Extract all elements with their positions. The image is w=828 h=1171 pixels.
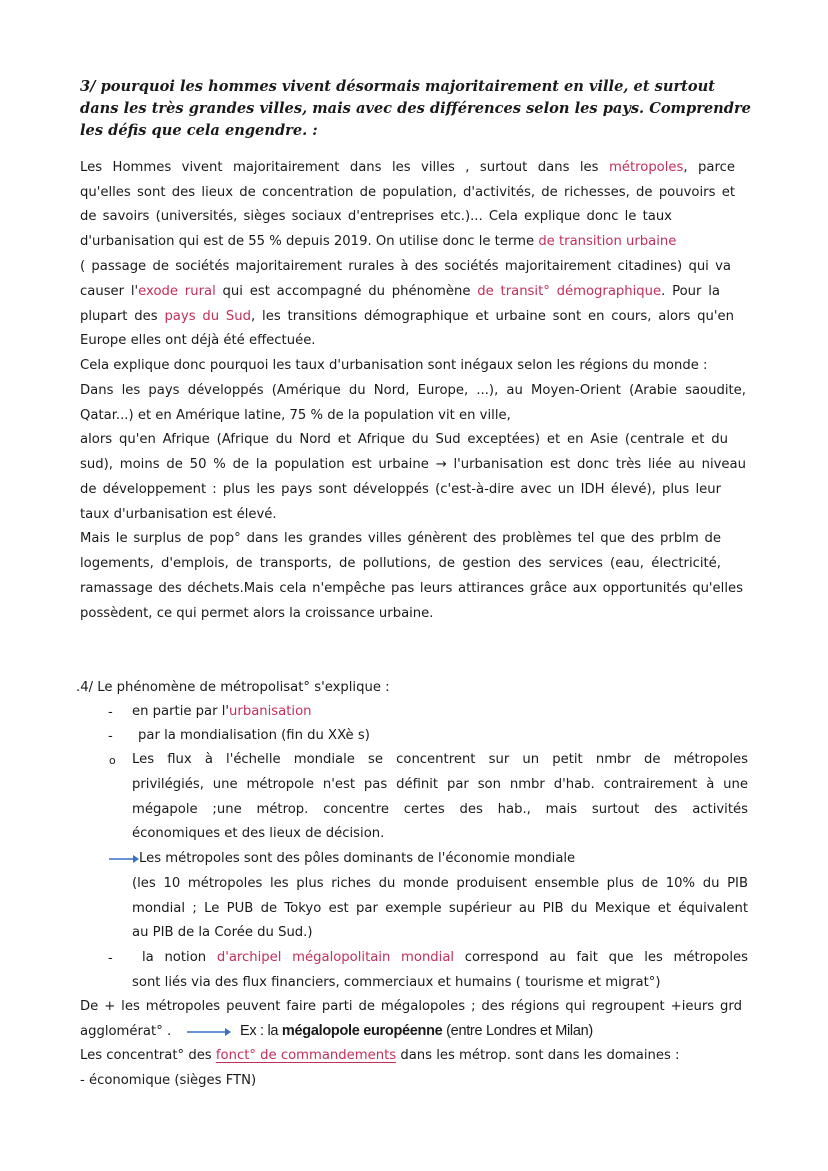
highlight-term: urbanisation (229, 704, 312, 719)
text-line: économiques et des lieux de décision. (132, 826, 385, 841)
text-line: Mais le surplus de pop° dans les grandes villes génèrent des problèmes tel que des prblm de (80, 531, 721, 546)
text-line: Qatar...) et en Amérique latine, 75 % de la population vit en ville, (80, 408, 511, 423)
text-line: mégapole ;une métrop. concentre certes des hab., mais surtout des activités (132, 802, 748, 817)
arrow-right-icon (108, 852, 140, 866)
circle-bullet: o (109, 754, 116, 767)
section-3-heading: 3/ pourquoi les hommes vivent désormais majoritairement en ville, et surtout dans les très grandes villes, mais avec des différences selon les pays. Comprendre les défis que cela engendre. : (80, 78, 751, 139)
text-line: Cela explique donc pourquoi les taux d'urbanisation sont inégaux selon les régions du monde : (80, 358, 708, 373)
text-line: sud), moins de 50 % de la population est urbaine → l'urbanisation est donc très liée au niveau (80, 457, 746, 472)
text-line: alors qu'en Afrique (Afrique du Nord et Afrique du Sud exceptées) et en Asie (centrale et du (80, 432, 728, 447)
text-line: Les Hommes vivent majoritairement dans les villes , surtout dans les métropoles, parce (80, 160, 735, 175)
text-line: mondial ; Le PUB de Tokyo est par exemple supérieur au PIB du Mexique et équivalent (132, 901, 748, 916)
highlight-term: d'archipel mégalopolitain mondial (216, 950, 455, 965)
text-line: taux d'urbanisation est élevé. (80, 507, 277, 522)
list-item: la notion d'archipel mégalopolitain mondial correspond au fait que les métropoles (142, 950, 748, 965)
dash-bullet: - (108, 951, 113, 966)
dash-bullet: - (108, 705, 113, 720)
text-line: au PIB de la Corée du Sud.) (132, 925, 313, 940)
text-line: Les métropoles sont des pôles dominants de l'économie mondiale (139, 851, 576, 866)
list-item: en partie par l'urbanisation (132, 704, 312, 719)
text-line: d'urbanisation qui est de 55 % depuis 2019. On utilise donc le terme de transition urbaine (80, 234, 677, 249)
text-line: plupart des pays du Sud, les transitions démographique et urbaine sont en cours, alors qu'en (80, 309, 734, 324)
text-line: sont liés via des flux financiers, commerciaux et humains ( tourisme et migrat°) (132, 975, 661, 990)
highlight-term: de transit° démographique (477, 284, 662, 299)
text-line: De + les métropoles peuvent faire parti de mégalopoles ; des régions qui regroupent +ieurs grd (80, 999, 742, 1014)
text-line: de développement : plus les pays sont développés (c'est-à-dire avec un IDH élevé), plus leur (80, 482, 721, 497)
text-line: possèdent, ce qui permet alors la croissance urbaine. (80, 606, 434, 621)
text-line: - économique (sièges FTN) (80, 1073, 257, 1088)
text-line: logements, d'emplois, de transports, de pollutions, de gestion des services (eau, électricité, (80, 556, 721, 571)
text-line: qu'elles sont des lieux de concentration de population, d'activités, de richesses, de pouvoirs et (80, 185, 735, 200)
text-line: Dans les pays développés (Amérique du Nord, Europe, ...), au Moyen-Orient (Arabie saoudite, (80, 383, 746, 398)
highlight-term: fonct° de commandements (215, 1048, 397, 1063)
text-line: causer l'exode rural qui est accompagné du phénomène de transit° démographique. Pour la (80, 284, 720, 299)
text-line: ramassage des déchets.Mais cela n'empêche pas leurs attirances grâce aux opportunités qu'elles (80, 581, 743, 596)
text-line: agglomérat° . (80, 1024, 172, 1039)
list-item: par la mondialisation (fin du XXè s) (138, 728, 370, 743)
text-line: (les 10 métropoles les plus riches du monde produisent ensemble plus de 10% du PIB (132, 876, 748, 891)
text-line: privilégiés, une métropole n'est pas définit par son nmbr d'hab. contrairement à une (132, 777, 748, 792)
highlight-term: de transition urbaine (538, 234, 677, 249)
bold-term: mégalopole européenne (281, 1023, 443, 1039)
highlight-term: métropoles (608, 160, 684, 175)
dash-bullet: - (108, 729, 113, 744)
text-line: Europe elles ont déjà été effectuée. (80, 333, 316, 348)
text-line: Les flux à l'échelle mondiale se concentrent sur un petit nmbr de métropoles (132, 752, 748, 767)
highlight-term: pays du Sud (164, 309, 252, 324)
highlight-term: exode rural (138, 284, 216, 299)
text-line: de savoirs (universités, sièges sociaux d'entreprises etc.)... Cela explique donc le taux (80, 209, 672, 224)
text-line: Les concentrat° des fonct° de commandements dans les métrop. sont dans les domaines : (80, 1048, 680, 1063)
section-4-title: .4/ Le phénomène de métropolisat° s'explique : (76, 680, 390, 695)
text-line: ( passage de sociétés majoritairement rurales à des sociétés majoritairement citadines) qui va (80, 259, 731, 274)
example-line: Ex : la mégalopole européenne (entre Londres et Milan) (240, 1023, 593, 1039)
arrow-right-icon (186, 1025, 232, 1039)
